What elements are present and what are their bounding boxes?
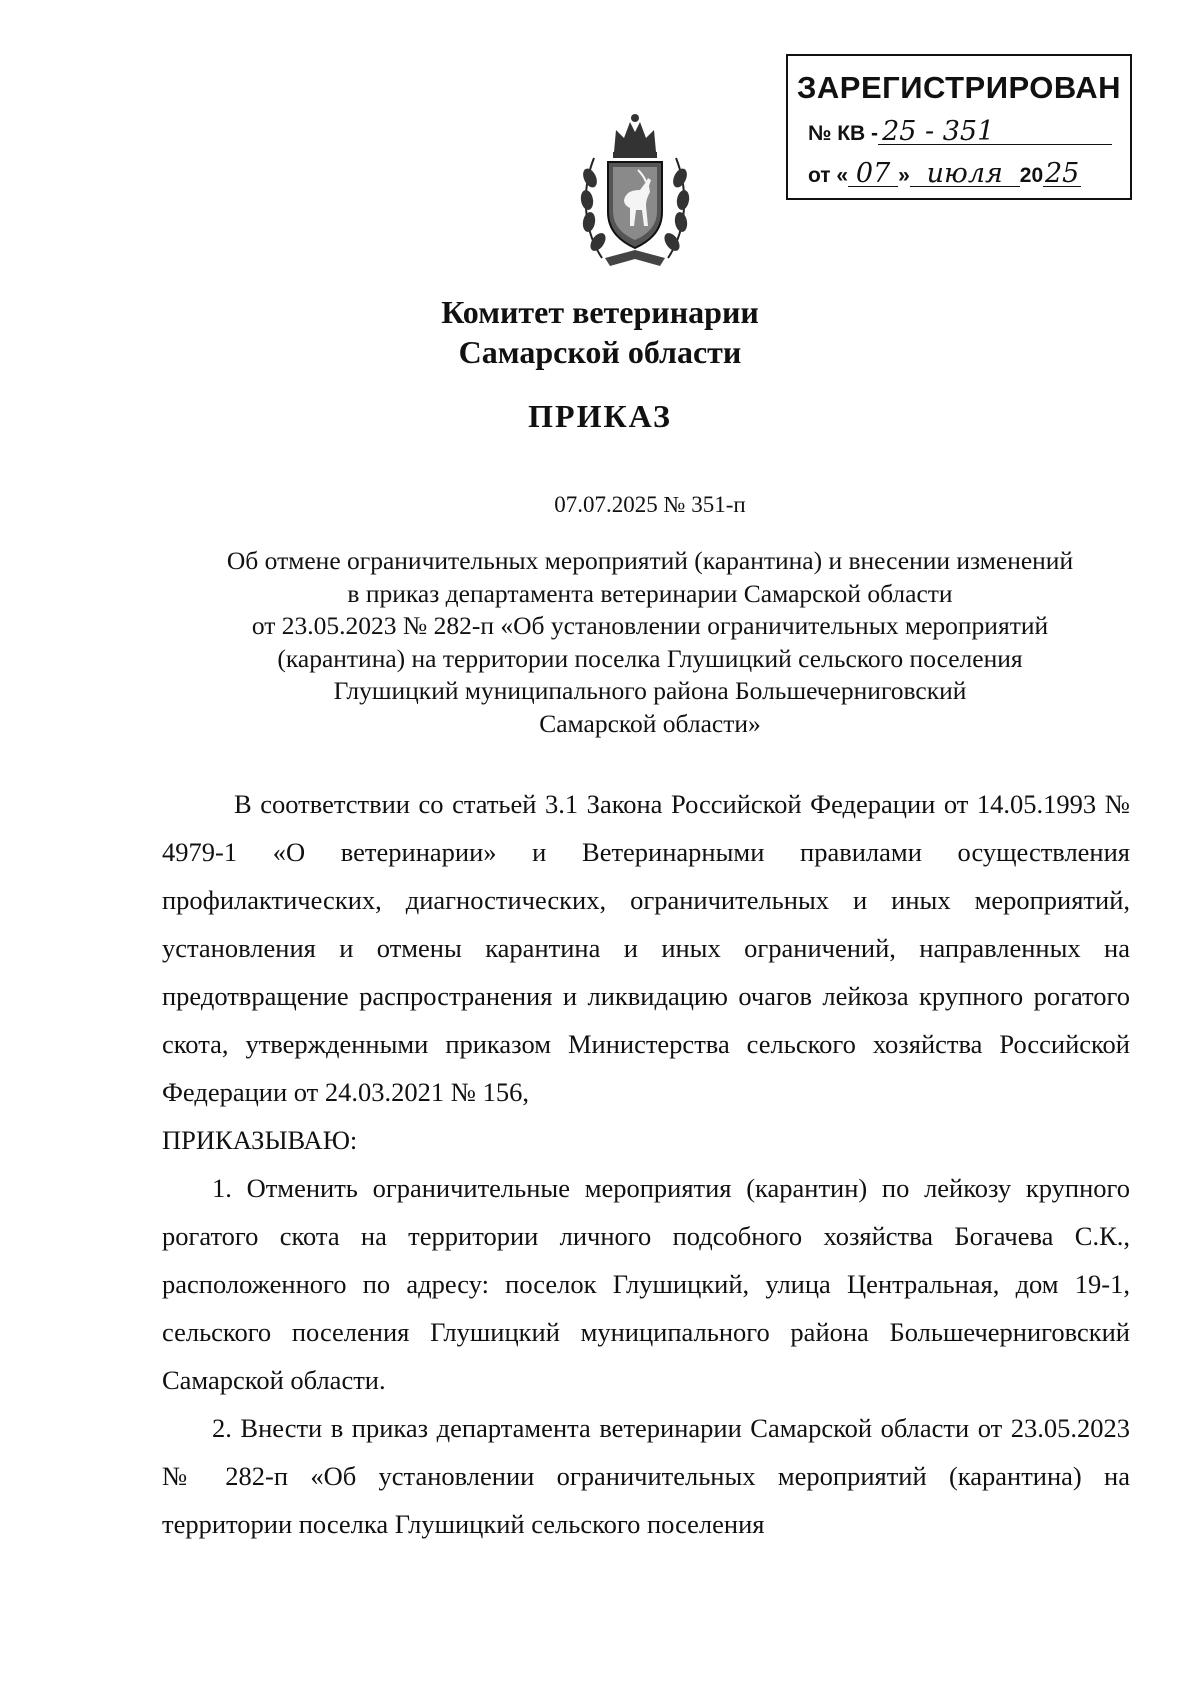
stamp-number-row (808, 116, 1112, 147)
stamp-number-handwritten: 25 - 351 (878, 120, 1112, 145)
organization-name (0, 292, 1200, 372)
stamp-date-mid: » (898, 164, 910, 187)
document-type: ПРИКАЗ (528, 398, 672, 434)
organization-line-2: Самарской области (458, 334, 742, 370)
title-line: Самарской области» (539, 708, 761, 738)
document-number: 07.07.2025 № 351-п (554, 492, 746, 517)
stamp-title: ЗАРЕГИСТРИРОВАН (796, 70, 1122, 105)
organization-line-1: Комитет ветеринарии (441, 294, 759, 330)
order-item-2: 2. Внести в приказ департамента ветеринарии Самарской области от 23.05.2023 № 282-п «Об установлении ограничительных мероприятий (карантина) на территории поселка Глушицкий сельского поселения (162, 1413, 1130, 1539)
order-word: ПРИКАЗЫВАЮ: (162, 1125, 358, 1155)
stamp-date-day: 07 (848, 162, 898, 187)
registration-stamp (786, 54, 1132, 200)
preamble-paragraph: В соответствии со статьей 3.1 Закона Российской Федерации от 14.05.1993 № 4979-1 «О ветеринарии» и Ветеринарными правилами осуществления профилактических, диагностических, ограничительных и иных мероприятий, установления и отмены карантина и иных ограничений, направленных на предотвращение распространения и ликвидацию очагов лейкоза крупного рогатого скота, утвержденными приказом Министерства сельского хозяйства Российской Федерации от 24.03.2021 № 156, (162, 789, 1130, 1107)
title-line: в приказ департамента ветеринарии Самарской области (347, 578, 953, 608)
title-line: (карантина) на территории поселка Глушицкий сельского поселения (277, 643, 1023, 673)
title-line: Глушицкий муниципального района Большечерниговский (333, 676, 967, 705)
stamp-number-label: № КВ - (808, 122, 879, 145)
document-body (162, 780, 1130, 1548)
title-line: Об отмене ограничительных мероприятий (карантина) и внесении изменений (226, 546, 1074, 575)
stamp-date-year: 25 (1044, 158, 1080, 189)
order-item-1: 1. Отменить ограничительные мероприятия (карантин) по лейкозу крупного рогатого скота на территории личного подсобного хозяйства Богачева С.К., расположенного по адресу: поселок Глушицкий, улица Центральная, дом 19-1, сельского поселения Глушицкий муниципального района Большечерниговский Самарской области. (162, 1173, 1130, 1395)
document-title (160, 545, 1140, 740)
stamp-date-month: июля (910, 162, 1020, 187)
stamp-date-year-prefix: 20 (1019, 164, 1044, 187)
coat-of-arms-icon (580, 108, 690, 268)
title-line: от 23.05.2023 № 282-п «Об установлении ограничительных мероприятий (251, 611, 1049, 640)
stamp-date-row (808, 158, 1081, 189)
stamp-date-prefix: от « (808, 164, 849, 187)
